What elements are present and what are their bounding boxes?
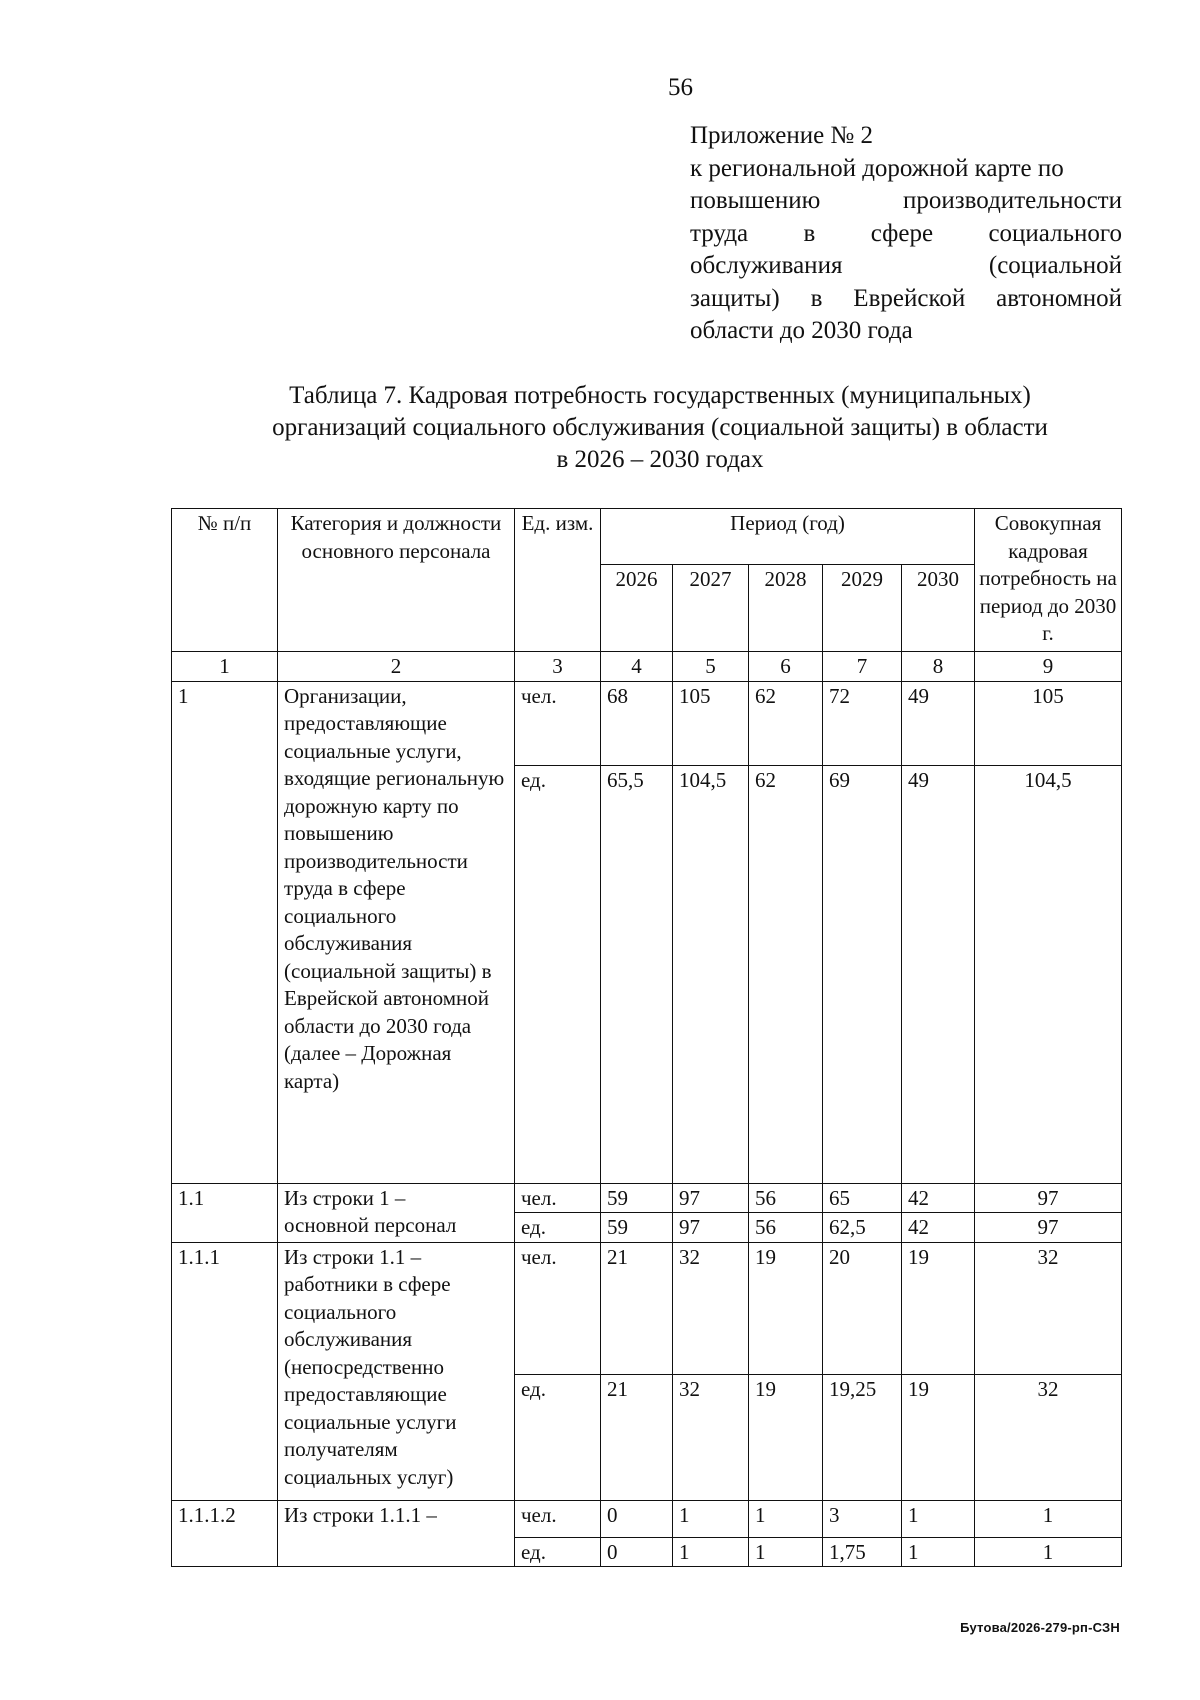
category-text: входящие региональную дорожную карту по повышению производительности труда в сфере социального обслуживания (социальной защиты) в Еврейской автономной области до 2030 года (далее – Дорожная карта): [284, 766, 505, 1093]
table-title: [160, 380, 1160, 476]
value-cell: 72: [823, 681, 902, 765]
appendix-line: области до 2030 года: [690, 317, 913, 344]
appendix-header: [690, 120, 1122, 348]
table-row: [172, 1500, 1122, 1537]
value-cell: 69: [823, 765, 902, 1183]
appendix-title: Приложение № 2: [690, 122, 874, 149]
row-category: [278, 1500, 515, 1567]
unit-cell: ед.: [515, 765, 601, 1183]
value-cell: 19: [902, 1242, 975, 1374]
category-text: (непосредственно предоставляющие социальные услуги получателям социальных услуг): [284, 1354, 457, 1489]
appendix-line: обслуживания (социальной: [690, 252, 1122, 279]
column-number: 4: [601, 652, 673, 682]
value-cell: 42: [902, 1213, 975, 1243]
table-row: [172, 1242, 1122, 1374]
total-cell: 1: [975, 1537, 1122, 1567]
header-num: № п/п: [172, 509, 278, 652]
table-title-line: в 2026 – 2030 годах: [556, 446, 764, 473]
category-text: Из строки 1.1 – работники в сфере социального обслуживания: [284, 1244, 451, 1351]
value-cell: 105: [673, 681, 749, 765]
unit-cell: чел.: [515, 1500, 601, 1537]
value-cell: 19,25: [823, 1374, 902, 1500]
value-cell: 59: [601, 1213, 673, 1243]
value-cell: 42: [902, 1183, 975, 1213]
column-number: 9: [975, 652, 1122, 682]
value-cell: 1: [902, 1500, 975, 1537]
total-cell: 97: [975, 1213, 1122, 1243]
table-title-line: Таблица 7. Кадровая потребность государственных (муниципальных): [289, 382, 1031, 409]
value-cell: 56: [749, 1213, 823, 1243]
column-number: 5: [673, 652, 749, 682]
column-number-row: [172, 652, 1122, 682]
value-cell: 97: [673, 1213, 749, 1243]
appendix-line: повышению производительности: [690, 187, 1122, 214]
value-cell: 21: [601, 1374, 673, 1500]
appendix-line: труда в сфере социального: [690, 219, 1122, 247]
unit-cell: ед.: [515, 1213, 601, 1243]
row-num: 1.1.1: [172, 1242, 278, 1500]
table-row: [172, 1183, 1122, 1213]
value-cell: 0: [601, 1500, 673, 1537]
value-cell: 1: [673, 1500, 749, 1537]
row-num: 1.1: [172, 1183, 278, 1242]
value-cell: 19: [749, 1374, 823, 1500]
value-cell: 62,5: [823, 1213, 902, 1243]
value-cell: 1,75: [823, 1537, 902, 1567]
category-text: Из строки 1.1.1 –: [284, 1502, 437, 1527]
appendix-line: защиты) в Еврейской автономной: [690, 284, 1122, 312]
value-cell: 62: [749, 681, 823, 765]
header-year: 2026: [601, 565, 673, 652]
value-cell: 65: [823, 1183, 902, 1213]
total-cell: 32: [975, 1374, 1122, 1500]
total-cell: 32: [975, 1242, 1122, 1374]
value-cell: 49: [902, 681, 975, 765]
total-cell: 105: [975, 681, 1122, 765]
unit-cell: чел.: [515, 1242, 601, 1374]
table-row: [172, 681, 1122, 765]
unit-cell: ед.: [515, 1374, 601, 1500]
header-year: 2030: [902, 565, 975, 652]
unit-cell: чел.: [515, 1183, 601, 1213]
value-cell: 19: [902, 1374, 975, 1500]
document-code: Бутова/2026-279-рп-СЗН: [960, 1620, 1120, 1635]
value-cell: 1: [673, 1537, 749, 1567]
row-category: [278, 1242, 515, 1500]
column-number: 2: [278, 652, 515, 682]
value-cell: 49: [902, 765, 975, 1183]
staffing-table: [171, 508, 1122, 1567]
value-cell: 3: [823, 1500, 902, 1537]
value-cell: 0: [601, 1537, 673, 1567]
row-num: 1: [172, 681, 278, 1183]
column-number: 6: [749, 652, 823, 682]
value-cell: 32: [673, 1374, 749, 1500]
unit-cell: чел.: [515, 681, 601, 765]
value-cell: 59: [601, 1183, 673, 1213]
total-cell: 97: [975, 1183, 1122, 1213]
category-text: основной персонал: [284, 1213, 457, 1237]
row-num: 1.1.1.2: [172, 1500, 278, 1567]
unit-cell: ед.: [515, 1537, 601, 1567]
value-cell: 68: [601, 681, 673, 765]
column-number: 3: [515, 652, 601, 682]
column-number: 1: [172, 652, 278, 682]
value-cell: 20: [823, 1242, 902, 1374]
total-cell: 1: [975, 1500, 1122, 1537]
table-title-line: организаций социального обслуживания (социальной защиты) в области: [272, 414, 1048, 441]
value-cell: 1: [749, 1500, 823, 1537]
value-cell: 32: [673, 1242, 749, 1374]
header-total: Совокупная кадровая потребность на период до 2030 г.: [975, 509, 1122, 652]
column-number: 7: [823, 652, 902, 682]
value-cell: 19: [749, 1242, 823, 1374]
total-cell: 104,5: [975, 765, 1122, 1183]
header-period: Период (год): [601, 509, 975, 565]
value-cell: 65,5: [601, 765, 673, 1183]
value-cell: 1: [749, 1537, 823, 1567]
value-cell: 1: [902, 1537, 975, 1567]
header-category: Категория и должности основного персонала: [278, 509, 515, 652]
header-year: 2028: [749, 565, 823, 652]
column-number: 8: [902, 652, 975, 682]
page-number: 56: [668, 74, 693, 101]
category-text: Организации, предоставляющие социальные услуги,: [284, 683, 462, 763]
value-cell: 104,5: [673, 765, 749, 1183]
row-category: [278, 1183, 515, 1242]
header-year: 2027: [673, 565, 749, 652]
value-cell: 97: [673, 1183, 749, 1213]
appendix-line: к региональной дорожной карте по: [690, 154, 1064, 182]
value-cell: 56: [749, 1183, 823, 1213]
header-year: 2029: [823, 565, 902, 652]
category-text: Из строки 1 –: [284, 1185, 406, 1210]
header-unit: Ед. изм.: [515, 509, 601, 652]
row-category: [278, 681, 515, 1183]
value-cell: 62: [749, 765, 823, 1183]
value-cell: 21: [601, 1242, 673, 1374]
